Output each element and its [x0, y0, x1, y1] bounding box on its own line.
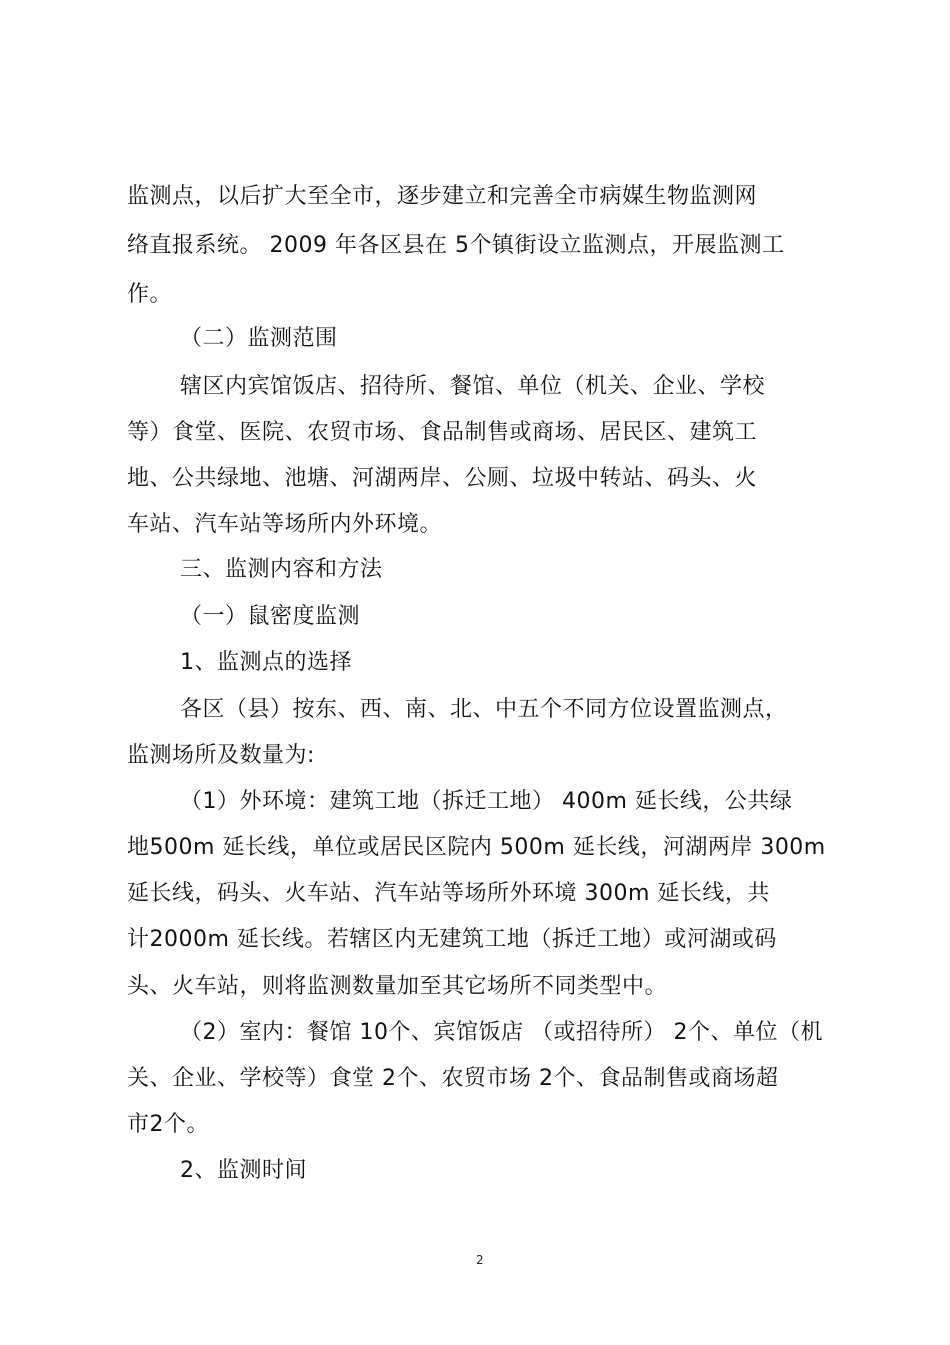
text-line: 头、火车站，则将监测数量加至其它场所不同类型中。: [127, 974, 668, 999]
text-line: 地500m 延长线，单位或居民区院内 500m 延长线，河湖两岸 300m: [127, 835, 826, 860]
section-heading: 三、监测内容和方法: [180, 557, 383, 582]
text-line: （2）室内：餐馆 10个、宾馆饭店 （或招待所） 2个、单位（机: [180, 1020, 823, 1045]
section-heading: （一）鼠密度监测: [180, 604, 361, 629]
text-line: 监测场所及数量为:: [127, 743, 315, 768]
text-line: 监测点，以后扩大至全市，逐步建立和完善全市病媒生物监测网: [127, 184, 758, 209]
text-line: 络直报系统。 2009 年各区县在 5个镇街设立监测点，开展监测工: [127, 233, 785, 258]
text-line: 市2个。: [127, 1112, 209, 1137]
text-line: 地、公共绿地、池塘、河湖两岸、公厕、垃圾中转站、码头、火: [127, 466, 758, 491]
text-line: 计2000m 延长线。若辖区内无建筑工地（拆迁工地）或河湖或码: [127, 927, 777, 952]
text-line: 等）食堂、医院、农贸市场、食品制售或商场、居民区、建筑工: [127, 420, 758, 445]
text-line: 辖区内宾馆饭店、招待所、餐馆、单位（机关、企业、学校: [180, 374, 766, 399]
page-number: 2: [476, 1253, 484, 1267]
text-line: 车站、汽车站等场所内外环境。: [127, 512, 443, 537]
section-heading: 2、监测时间: [180, 1158, 307, 1183]
section-heading: （二）监测范围: [180, 326, 338, 351]
text-line: （1）外环境：建筑工地（拆迁工地） 400m 延长线，公共绿: [180, 789, 793, 814]
text-line: 各区（县）按东、西、南、北、中五个不同方位设置监测点，: [180, 697, 788, 722]
text-line: 延长线，码头、火车站、汽车站等场所外环境 300m 延长线，共: [127, 881, 770, 906]
text-line: 作。: [127, 282, 173, 307]
text-line: 关、企业、学校等）食堂 2个、农贸市场 2个、食品制售或商场超: [127, 1066, 779, 1091]
section-heading: 1、监测点的选择: [180, 650, 352, 675]
